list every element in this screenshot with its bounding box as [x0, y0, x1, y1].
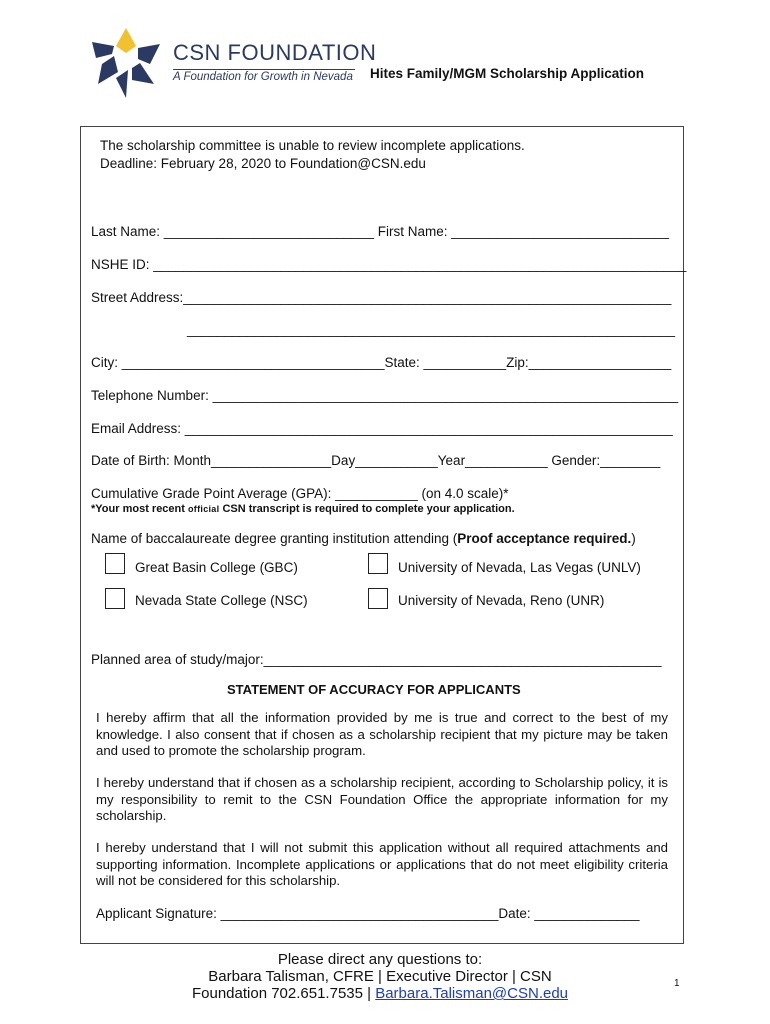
- gpa-field[interactable]: Cumulative Grade Point Average (GPA): ___________ (on 4.0 scale)*: [91, 486, 509, 501]
- city-state-zip-fields[interactable]: City: ___________________________________State: ___________Zip:___________________: [91, 355, 672, 370]
- statement-paragraph-3: I hereby understand that I will not submit this application without all required attachments and supporting information. Incomplete applications or applications that do not meet eligibility criteria will not be considered for this scholarship.: [96, 840, 668, 889]
- email-field[interactable]: Email Address: _________________________________________________________________: [91, 421, 673, 436]
- dob-gender-fields[interactable]: Date of Birth: Month________________Day___________Year___________ Gender:________: [91, 453, 661, 468]
- option-label-nsc: Nevada State College (NSC): [135, 593, 308, 608]
- logo-title: CSN FOUNDATION: [173, 40, 377, 65]
- transcript-official: official: [188, 504, 220, 514]
- option-label-gbc: Great Basin College (GBC): [135, 560, 298, 575]
- telephone-field[interactable]: Telephone Number: ______________________________________________________________: [91, 388, 679, 403]
- transcript-post: CSN transcript is required to complete your application.: [219, 503, 515, 515]
- signature-date-fields[interactable]: Applicant Signature: _____________________________________Date: ______________: [96, 906, 640, 921]
- statement-heading: STATEMENT OF ACCURACY FOR APPLICANTS: [227, 682, 521, 697]
- institution-question-pre: Name of baccalaureate degree granting institution attending (: [91, 531, 458, 546]
- footer-line-2: Barbara Talisman, CFRE | Executive Director | CSN: [208, 968, 552, 985]
- checkbox-unr[interactable]: [368, 588, 388, 609]
- star-logo-icon: [88, 26, 164, 100]
- transcript-requirement: [91, 503, 515, 515]
- option-label-unlv: University of Nevada, Las Vegas (UNLV): [398, 560, 641, 575]
- transcript-pre: *Your most recent: [91, 503, 188, 515]
- institution-question-bold: Proof acceptance required.: [457, 531, 632, 546]
- checkbox-nsc[interactable]: [105, 588, 125, 609]
- page-number: 1: [674, 978, 680, 989]
- statement-paragraph-2: I hereby understand that if chosen as a scholarship recipient, according to Scholarship policy, it is my responsibility to remit to the CSN Foundation Office the appropriate information for my scholarship.: [96, 775, 668, 824]
- footer-line-1: Please direct any questions to:: [277, 951, 483, 968]
- name-fields[interactable]: Last Name: ____________________________ First Name: _____________________________: [91, 224, 669, 239]
- checkbox-unlv[interactable]: [368, 553, 388, 574]
- logo-tagline: A Foundation for Growth in Nevada: [173, 71, 353, 83]
- checkbox-gbc[interactable]: [105, 553, 125, 574]
- nshe-id-field[interactable]: NSHE ID: _______________________________________________________________________: [91, 257, 687, 272]
- incomplete-notice: The scholarship committee is unable to review incomplete applications.: [100, 138, 525, 153]
- application-title: Hites Family/MGM Scholarship Application: [370, 66, 645, 81]
- footer-phone: Foundation 702.651.7535 |: [191, 985, 376, 1002]
- csn-foundation-logo: [88, 26, 377, 100]
- major-field[interactable]: Planned area of study/major:_____________________________________________________: [91, 652, 662, 667]
- logo-divider: [173, 69, 355, 70]
- institution-question: [91, 531, 636, 546]
- footer-line-3: [150, 984, 610, 1004]
- option-label-unr: University of Nevada, Reno (UNR): [398, 593, 605, 608]
- street-address-field[interactable]: Street Address:_________________________________________________________________: [91, 290, 672, 305]
- deadline-notice: Deadline: February 28, 2020 to Foundation@CSN.edu: [100, 156, 426, 171]
- statement-paragraph-1: I hereby affirm that all the information provided by me is true and correct to the best of my knowledge. I also consent that if chosen as a scholarship recipient that my picture may be taken and used to promote the scholarship program.: [96, 710, 668, 759]
- institution-question-post: ): [631, 531, 636, 546]
- street-address-line-2[interactable]: _________________________________________________________________: [187, 322, 676, 337]
- contact-email-link[interactable]: Barbara.Talisman@CSN.edu: [375, 985, 569, 1002]
